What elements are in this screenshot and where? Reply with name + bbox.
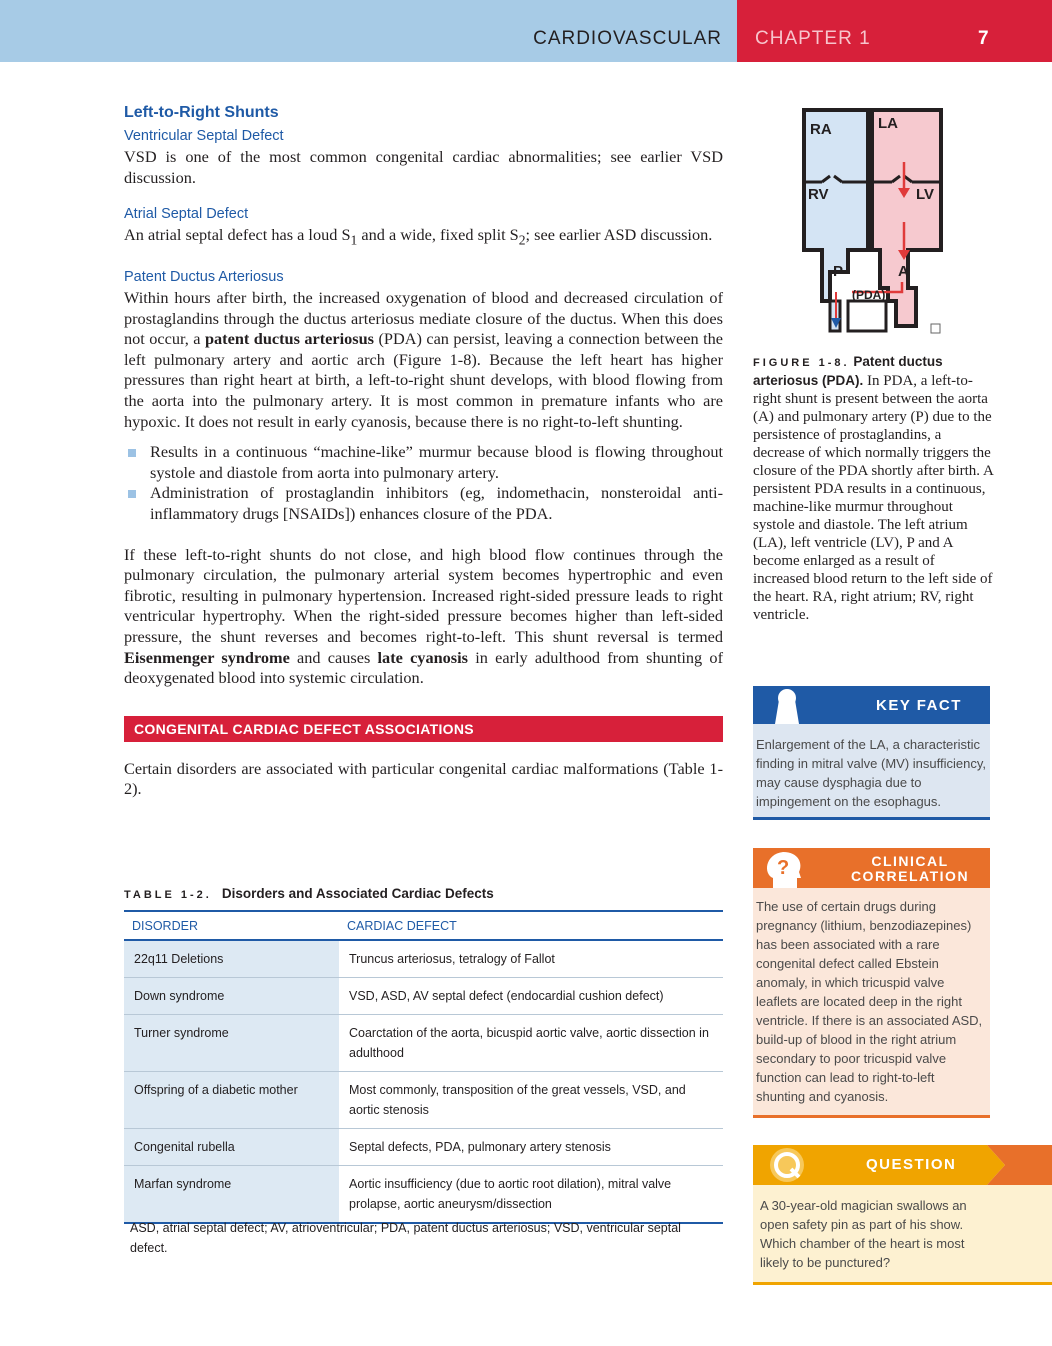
expand-icon <box>931 324 940 333</box>
table-cell: Truncus arteriosus, tetralogy of Fallot <box>339 940 723 978</box>
heading-pda: Patent Ductus Arteriosus <box>124 269 284 286</box>
column-header-cardiac-defect: CARDIAC DEFECT <box>339 911 723 940</box>
table-row <box>124 1166 723 1224</box>
question-title: QUESTION <box>866 1156 957 1173</box>
label-la: LA <box>878 115 898 132</box>
svg-text:?: ? <box>777 857 790 879</box>
table-row <box>124 1072 723 1129</box>
question-text: A 30-year-old magician swallows an open safety pin as part of his show. Which chamber of the heart is most likely to be punctured? <box>753 1185 1052 1285</box>
list-item: Administration of prostaglandin inhibitors (eg, indomethacin, nonsteroidal anti-inflammatory drugs [NSAIDs]) enhances closure of the PDA. <box>124 483 723 524</box>
column-header-disorder: DISORDER <box>124 911 339 940</box>
heading-asd: Atrial Septal Defect <box>124 206 249 223</box>
main-column <box>124 104 723 800</box>
chapter-label: CHAPTER 1 <box>755 28 871 49</box>
label-p: P <box>833 263 844 280</box>
eisenmenger-paragraph: If these left-to-right shunts do not close, and high blood flow continues through the pulmonary circulation, the pulmonary arterial system becomes hypertrophic and even fibrotic, resulting in pulmonary hypertension. Increased right-sided pressure leads to right ventricular hypertrophy. When the right-sided pressure becomes higher than left-sided pressure, the shunt reverses and becomes right-to-left. This shunt reversal is termed Eisenmenger syndrome and causes late cyanosis in early adulthood from shunting of deoxygenated blood into systemic circulation. <box>124 544 723 688</box>
page-number: 7 <box>978 28 989 49</box>
bullet-square-icon <box>128 449 136 457</box>
clinical-correlation-text: The use of certain drugs during pregnancy (lithium, benzodiazepines) has been associated with a rare congenital defect called Ebstein anomaly, in which tricuspid valve leaflets are located deep in the right ventricle. If there is an associated ASD, build-up of blood in the right atrium secondary to poor tricuspid valve function can lead to right-to-left shunting and cyanosis. <box>753 888 990 1118</box>
section-title: CARDIOVASCULAR <box>533 28 722 49</box>
table-row <box>124 1129 723 1166</box>
section-bar-associations: CONGENITAL CARDIAC DEFECT ASSOCIATIONS <box>124 716 723 742</box>
head-question-icon <box>753 848 813 888</box>
table-cell: Most commonly, transposition of the great vessels, VSD, and aortic stenosis <box>339 1072 723 1129</box>
table-row <box>124 1015 723 1072</box>
label-a: A <box>898 263 909 280</box>
table-header-row <box>124 911 723 940</box>
table-row <box>124 940 723 978</box>
key-fact-text: Enlargement of the LA, a characteristic finding in mitral valve (MV) insufficiency, may cause dysphagia due to impingement on the esophagus. <box>753 724 990 820</box>
table-cell: Marfan syndrome <box>124 1166 339 1224</box>
table-cell: Offspring of a diabetic mother <box>124 1072 339 1129</box>
label-lv: LV <box>916 186 935 203</box>
label-pda: (PDA) <box>852 288 886 302</box>
pda-paragraph: Within hours after birth, the increased oxygenation of blood and decreased circulation of prostaglandins through the ductus arteriosus mediate closure of the ductus. When this does not occur, a patent ductus arteriosus (PDA) can persist, leaving a connection between the left pulmonary artery and aortic arch (Figure 1-8). Because the left heart has higher pressures than right heart at birth, a left-to-right shunt develops, with blood flowing from the aorta into the pulmonary artery. It is most common in premature infants who are hypoxic. It does not result in early cyanosis, because there is no right-to-left shunting. <box>124 288 723 431</box>
table-cell: Turner syndrome <box>124 1015 339 1072</box>
label-rv: RV <box>808 186 829 203</box>
table-cell: Septal defects, PDA, pulmonary artery stenosis <box>339 1129 723 1166</box>
table-row <box>124 978 723 1015</box>
list-item: Results in a continuous “machine-like” murmur because blood is flowing throughout systole and diastole from aorta into pulmonary artery. <box>124 442 723 483</box>
bullet-square-icon <box>128 490 136 498</box>
pda-heart-diagram <box>800 106 945 336</box>
key-fact-title: KEY FACT <box>876 697 962 714</box>
keyhole-icon <box>753 686 813 724</box>
table-footnote: ASD, atrial septal defect; AV, atrioventricular; PDA, patent ductus arteriosus; VSD, ventricular septal defect. <box>130 1221 681 1255</box>
heading-vsd: Ventricular Septal Defect <box>124 128 284 144</box>
heading-left-to-right-shunts: Left-to-Right Shunts <box>124 104 279 121</box>
table-cell: Coarctation of the aorta, bicuspid aortic valve, aortic dissection in adulthood <box>339 1015 723 1072</box>
table-cell: Congenital rubella <box>124 1129 339 1166</box>
clinical-correlation-title: CLINICAL CORRELATION <box>850 853 970 884</box>
associations-paragraph: Certain disorders are associated with particular congenital cardiac malformations (Table 1-2). <box>124 758 723 799</box>
table-cell: 22q11 Deletions <box>124 940 339 978</box>
figure-caption: FIGURE 1-8. Patent ductus arteriosus (PDA). In PDA, a left-to-right shunt is present between the aorta (A) and pulmonary artery (P) due to the persistence of prostaglandins, a decrease of which normally triggers the closure of the PDA shortly after birth. A persistent PDA results in a continuous, machine-like murmur throughout systole and diastole. The left atrium (LA), left ventricle (LV), P and A become enlarged as a result of increased blood return to the left side of the heart. RA, right atrium; RV, right ventricle. <box>753 354 993 623</box>
vsd-paragraph: VSD is one of the most common congenital cardiac abnormalities; see earlier VSD discussion. <box>124 147 723 187</box>
table-caption: TABLE 1-2. Disorders and Associated Cardiac Defects <box>124 886 494 901</box>
pda-bullet-list <box>124 442 723 524</box>
table-cell: Down syndrome <box>124 978 339 1015</box>
table-cell: Aortic insufficiency (due to aortic root dilation), mitral valve prolapse, aortic aneurysm/dissection <box>339 1166 723 1224</box>
table-cell: VSD, ASD, AV septal defect (endocardial cushion defect) <box>339 978 723 1015</box>
asd-paragraph: An atrial septal defect has a loud $S_1$ and a wide, fixed split $S_2$; see earlier ASD discussion. <box>124 225 713 248</box>
defects-table <box>124 910 723 1224</box>
label-ra: RA <box>810 121 832 138</box>
